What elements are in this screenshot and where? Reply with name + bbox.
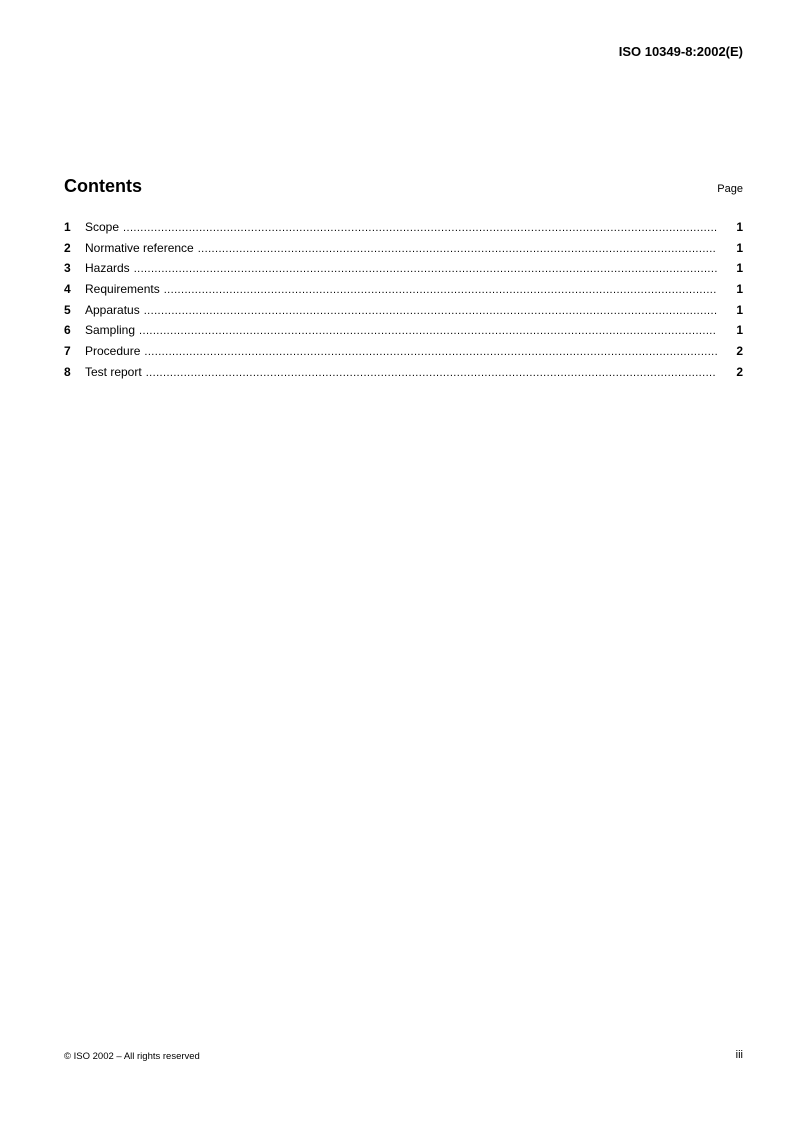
toc-entry[interactable] bbox=[64, 241, 743, 262]
page-column-label: Page bbox=[717, 183, 743, 195]
toc-entry[interactable] bbox=[64, 261, 743, 282]
toc-entry-page: 1 bbox=[736, 261, 743, 276]
toc-entry-title: Test report bbox=[85, 364, 142, 379]
toc-entry-page: 1 bbox=[736, 302, 743, 317]
toc-entry-page: 1 bbox=[736, 240, 743, 255]
toc-entry-number: 6 bbox=[64, 323, 71, 338]
footer-page-number: iii bbox=[735, 1049, 743, 1061]
toc-entry-number: 5 bbox=[64, 302, 71, 317]
toc-entry[interactable] bbox=[64, 220, 743, 241]
table-of-contents bbox=[64, 220, 743, 386]
toc-dot-leader bbox=[146, 367, 717, 379]
toc-entry-number: 2 bbox=[64, 240, 71, 255]
toc-entry-page: 2 bbox=[736, 364, 743, 379]
toc-entry-page: 2 bbox=[736, 344, 743, 359]
toc-entry-title: Apparatus bbox=[85, 302, 140, 317]
toc-entry[interactable] bbox=[64, 365, 743, 386]
toc-entry-page: 1 bbox=[736, 323, 743, 338]
toc-dot-leader bbox=[198, 243, 717, 255]
toc-entry-title: Sampling bbox=[85, 323, 136, 338]
toc-entry[interactable] bbox=[64, 303, 743, 324]
toc-entry-title: Scope bbox=[85, 220, 120, 234]
toc-dot-leader bbox=[144, 305, 717, 317]
toc-entry-number: 4 bbox=[64, 282, 71, 297]
toc-entry-number: 3 bbox=[64, 261, 71, 276]
toc-dot-leader bbox=[134, 263, 717, 275]
toc-entry-title: Normative reference bbox=[85, 240, 194, 255]
toc-entry[interactable] bbox=[64, 282, 743, 303]
toc-entry[interactable] bbox=[64, 323, 743, 344]
toc-dot-leader bbox=[144, 346, 717, 358]
toc-entry-number: 7 bbox=[64, 344, 71, 359]
document-id: ISO 10349-8:2002(E) bbox=[618, 44, 743, 59]
toc-entry-title: Hazards bbox=[85, 261, 130, 276]
toc-dot-leader bbox=[139, 325, 717, 337]
toc-entry-page: 1 bbox=[736, 220, 743, 234]
toc-entry-title: Procedure bbox=[85, 344, 141, 359]
toc-entry-number: 8 bbox=[64, 364, 71, 379]
toc-dot-leader bbox=[164, 284, 717, 296]
contents-title: Contents bbox=[64, 176, 142, 196]
toc-dot-leader bbox=[123, 222, 717, 234]
contents-header bbox=[64, 176, 743, 197]
toc-entry-title: Requirements bbox=[85, 282, 160, 297]
footer-copyright: © ISO 2002 – All rights reserved bbox=[64, 1051, 200, 1062]
toc-entry-number: 1 bbox=[64, 220, 71, 234]
toc-entry-page: 1 bbox=[736, 282, 743, 297]
toc-entry[interactable] bbox=[64, 344, 743, 365]
